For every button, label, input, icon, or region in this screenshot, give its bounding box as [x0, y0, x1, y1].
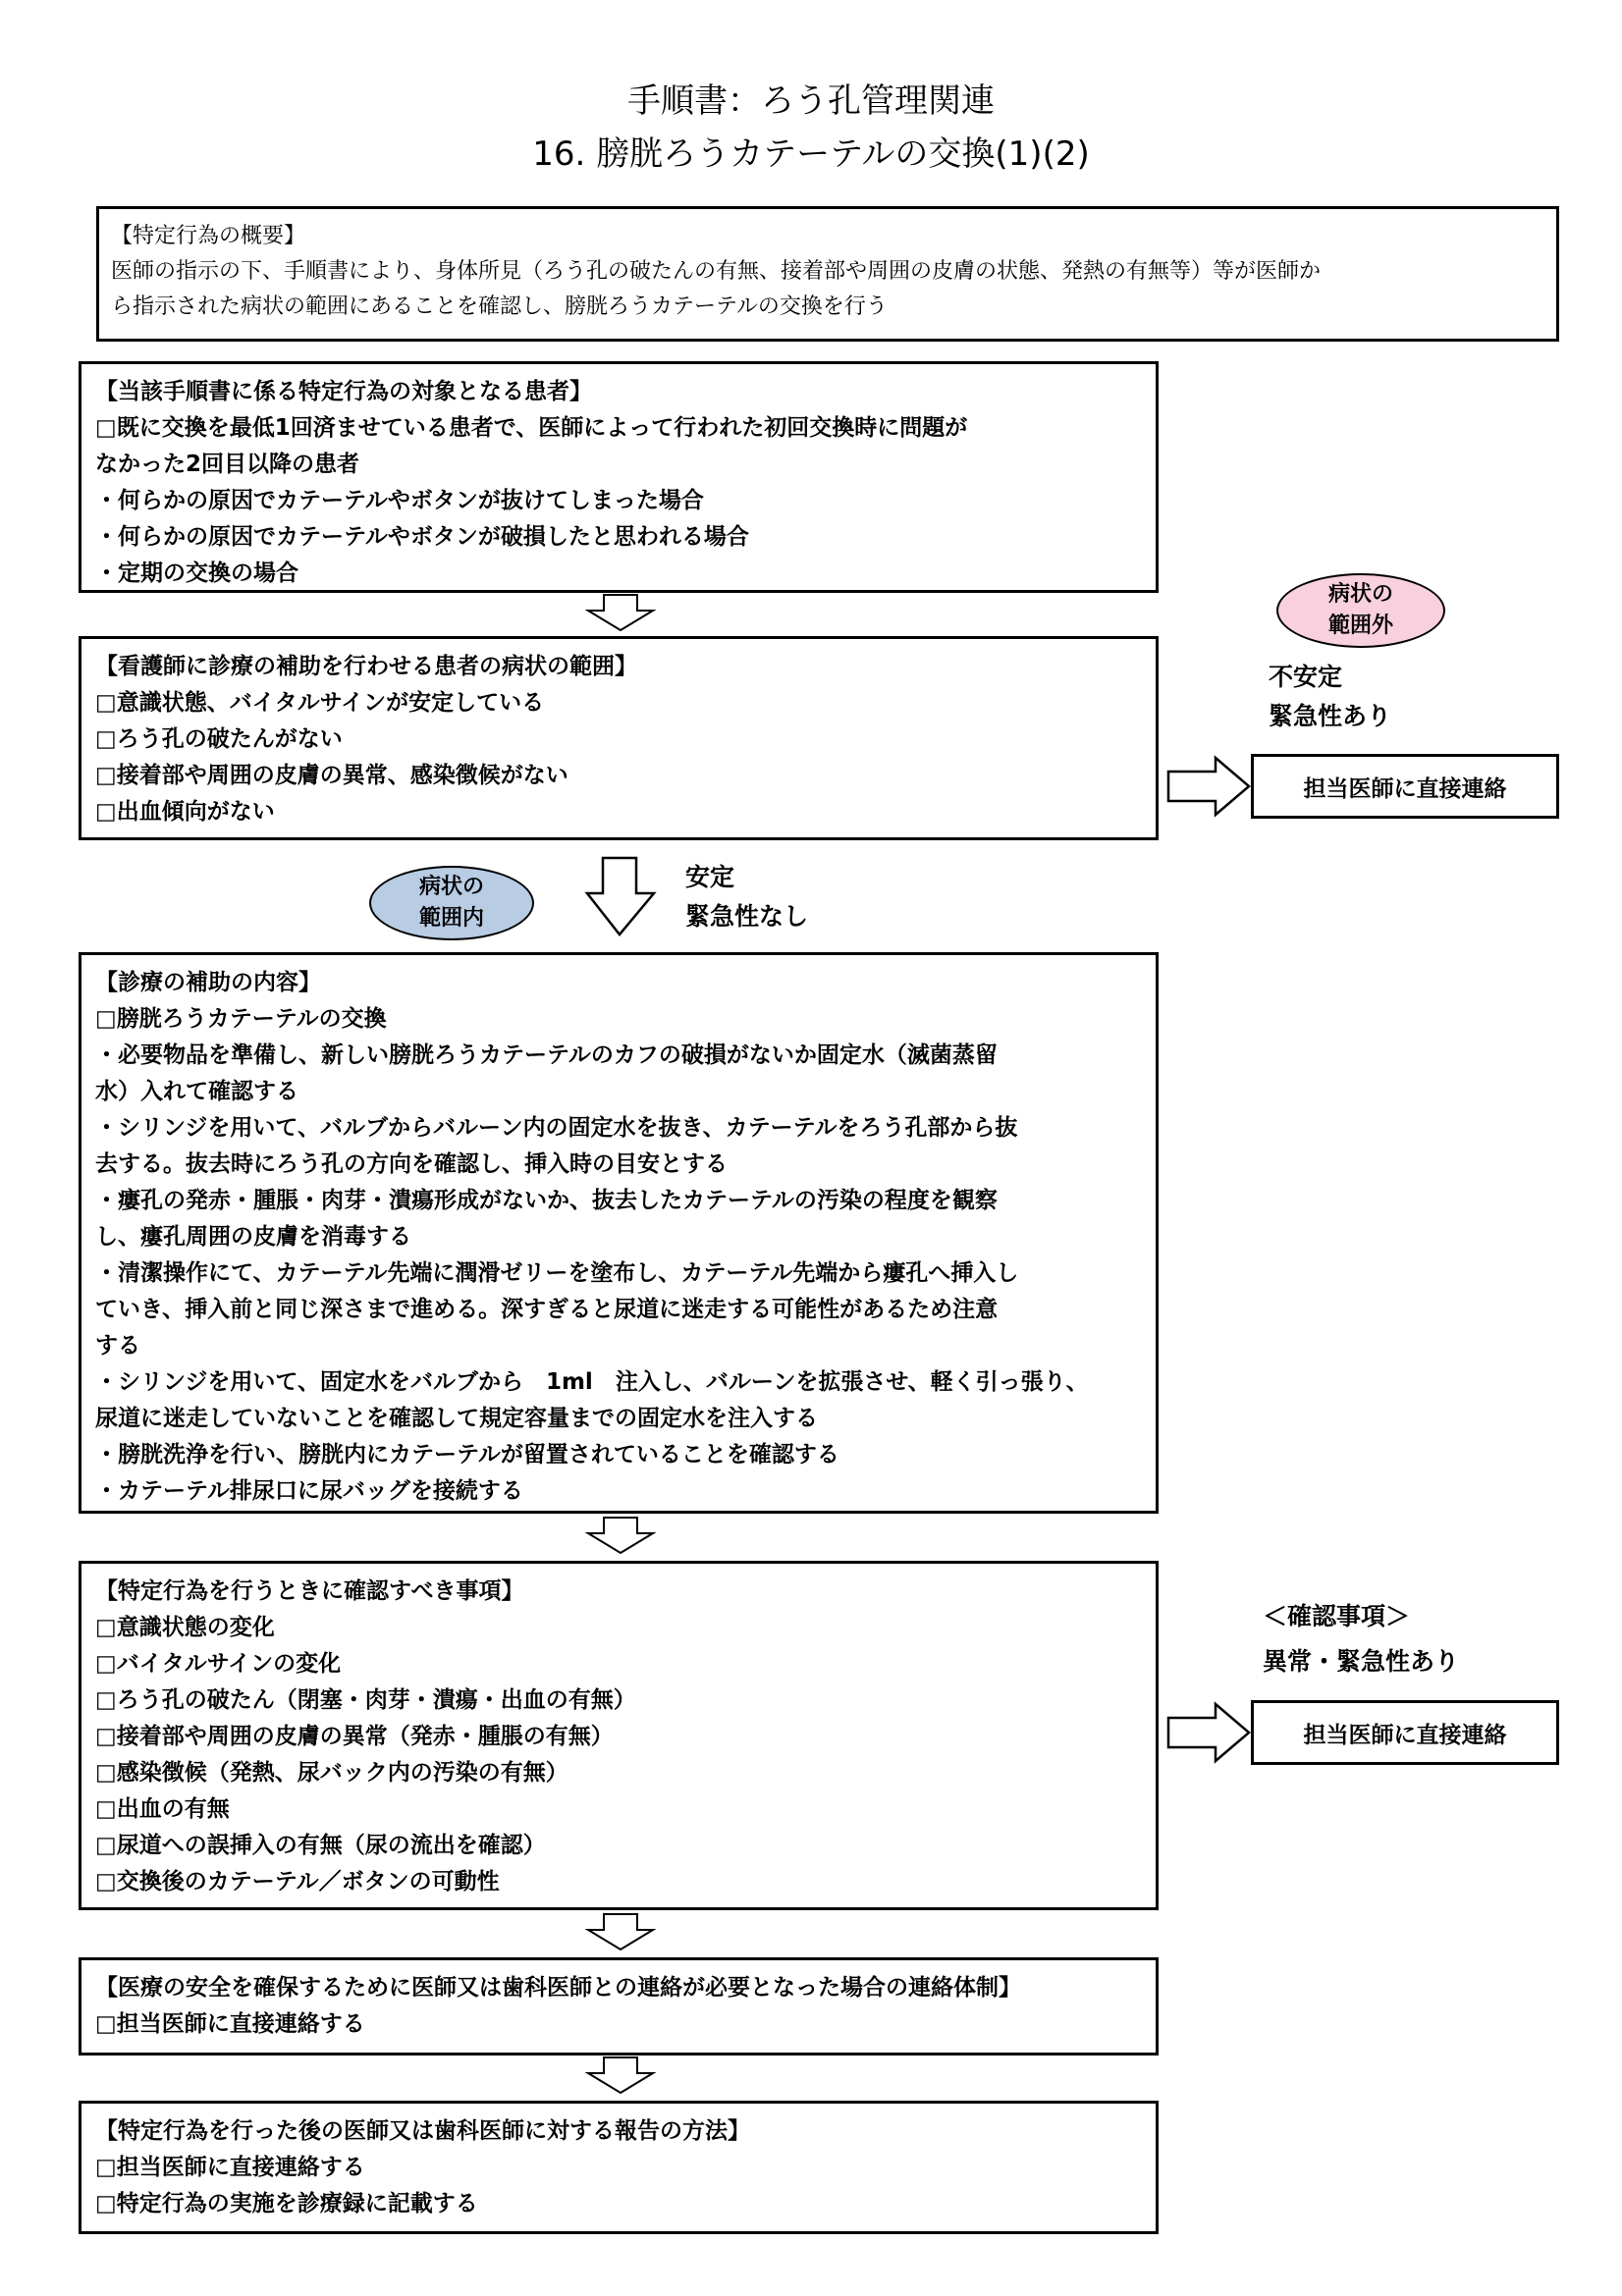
- outside-range-label-line: 緊急性あり: [1269, 702, 1392, 730]
- check-items-line: □接着部や周囲の皮膚の異常（発赤・腫脹の有無）: [95, 1724, 614, 1749]
- assist-content-line: 尿道に迷走していないことを確認して規定容量までの固定水を注入する: [95, 1406, 818, 1431]
- overview-line: ら指示された病状の範囲にあることを確認し、膀胱ろうカテーテルの交換を行う: [111, 294, 888, 319]
- check-items-line: □バイタルサインの変化: [95, 1651, 342, 1677]
- down-arrow-icon: [586, 595, 655, 632]
- outside-range-bubble-text: 病状の: [1327, 582, 1393, 607]
- target-patients-line: □既に交換を最低1回済ませている患者で、医師によって行われた初回交換時に問題が: [95, 415, 968, 441]
- condition-range-line: □出血傾向がない: [95, 799, 275, 825]
- assist-content-line: ・必要物品を準備し、新しい膀胱ろうカテーテルのカフの破損がないか固定水（滅菌蒸留: [95, 1042, 998, 1068]
- assist-content-line: ・シリンジを用いて、固定水をバルブから 1ml 注入し、バルーンを拡張させ、軽く引っ張り、: [95, 1369, 1089, 1395]
- assist-content-line: ・清潔操作にて、カテーテル先端に潤滑ゼリーを塗布し、カテーテル先端から瘻孔へ挿入し: [95, 1260, 1019, 1286]
- check-side-label: [1263, 1594, 1459, 1684]
- assist-content-line: ・膀胱洗浄を行い、膀胱内にカテーテルが留置されていることを確認する: [95, 1442, 839, 1468]
- check-side-label-line: ＜確認事項＞: [1263, 1602, 1411, 1630]
- right-arrow-icon: [1168, 1702, 1251, 1763]
- check-items-line: □尿道への誤挿入の有無（尿の流出を確認）: [95, 1833, 546, 1858]
- check-items-line: □交換後のカテーテル／ボタンの可動性: [95, 1869, 500, 1895]
- condition-range-line: □ろう孔の破たんがない: [95, 726, 343, 752]
- assist-content-line: ・瘻孔の発赤・腫脹・肉芽・潰瘍形成がないか、抜去したカテーテルの汚染の程度を観察: [95, 1188, 998, 1213]
- inside-range-bubble-text: 範囲内: [418, 906, 484, 931]
- check-items-line: □感染徴候（発熱、尿バック内の汚染の有無）: [95, 1760, 568, 1786]
- condition-range-line: □接着部や周囲の皮膚の異常、感染徴候がない: [95, 763, 568, 788]
- assist-content-line: する: [95, 1333, 140, 1359]
- assist-content-line: し、瘻孔周囲の皮膚を消毒する: [95, 1224, 411, 1250]
- assist-content-box: [79, 952, 1159, 1514]
- outside-range-bubble: [1276, 573, 1445, 648]
- outside-range-label: [1269, 658, 1391, 736]
- assist-content-line: ・カテーテル排尿口に尿バッグを接続する: [95, 1478, 523, 1504]
- condition-range-box: [79, 636, 1159, 840]
- title-line-2: 16. 膀胱ろうカテーテルの交換(1)(2): [532, 134, 1090, 174]
- down-arrow-icon: [586, 1914, 655, 1951]
- check-items-line: □意識状態の変化: [95, 1615, 275, 1640]
- report-box: [79, 2101, 1159, 2234]
- assist-content-line: □膀胱ろうカテーテルの交換: [95, 1006, 387, 1032]
- check-items-heading: 【特定行為を行うときに確認すべき事項】: [95, 1578, 524, 1604]
- condition-range-heading: 【看護師に診療の補助を行わせる患者の病状の範囲】: [95, 654, 637, 679]
- safety-contact-line: □担当医師に直接連絡する: [95, 2011, 365, 2037]
- target-patients-line: ・定期の交換の場合: [95, 561, 298, 586]
- check-items-line: □出血の有無: [95, 1796, 230, 1822]
- overview-line: 医師の指示の下、手順書により、身体所見（ろう孔の破たんの有無、接着部や周囲の皮膚の状態、発熱の有無等）等が医師か: [111, 259, 1322, 284]
- inside-range-label: [685, 858, 808, 936]
- check-items-box: [79, 1561, 1159, 1910]
- condition-range-line: □意識状態、バイタルサインが安定している: [95, 690, 545, 716]
- direct-contact-box: 担当医師に直接連絡: [1251, 1700, 1559, 1765]
- title-line-1: 手順書：ろう孔管理関連: [627, 81, 995, 121]
- assist-content-heading: 【診療の補助の内容】: [95, 970, 321, 995]
- check-side-label-line: 異常・緊急性あり: [1263, 1647, 1460, 1676]
- target-patients-line: なかった2回目以降の患者: [95, 452, 360, 477]
- safety-contact-heading: 【医療の安全を確保するために医師又は歯科医師との連絡が必要となった場合の連絡体制】: [95, 1975, 1021, 2001]
- report-line: □特定行為の実施を診療録に記載する: [95, 2191, 478, 2216]
- inside-range-bubble: [369, 866, 534, 940]
- safety-contact-box: [79, 1957, 1159, 2056]
- target-patients-box: [79, 361, 1159, 593]
- assist-content-line: 水）入れて確認する: [95, 1079, 298, 1104]
- target-patients-heading: 【当該手順書に係る特定行為の対象となる患者】: [95, 379, 592, 404]
- inside-range-label-line: 緊急性なし: [685, 902, 809, 931]
- assist-content-line: ていき、挿入前と同じ深さまで進める。深すぎると尿道に迷走する可能性があるため注意: [95, 1297, 999, 1322]
- inside-range-label-line: 安定: [685, 863, 735, 891]
- inside-range-bubble-text: 病状の: [418, 875, 484, 899]
- outside-range-label-line: 不安定: [1269, 663, 1343, 691]
- right-arrow-icon: [1168, 756, 1251, 817]
- target-patients-line: ・何らかの原因でカテーテルやボタンが破損したと思われる場合: [95, 524, 749, 550]
- down-arrow-icon: [586, 1518, 655, 1555]
- direct-contact-box: 担当医師に直接連絡: [1251, 754, 1559, 819]
- assist-content-line: 去する。抜去時にろう孔の方向を確認し、挿入時の目安とする: [95, 1151, 728, 1177]
- check-items-line: □ろう孔の破たん（閉塞・肉芽・潰瘍・出血の有無）: [95, 1687, 636, 1713]
- report-heading: 【特定行為を行った後の医師又は歯科医師に対する報告の方法】: [95, 2118, 750, 2144]
- down-arrow-icon: [585, 858, 656, 936]
- assist-content-line: ・シリンジを用いて、バルブからバルーン内の固定水を抜き、カテーテルをろう孔部から抜: [95, 1115, 1018, 1141]
- overview-box: [96, 206, 1559, 342]
- outside-range-bubble-text: 範囲外: [1327, 614, 1393, 638]
- target-patients-line: ・何らかの原因でカテーテルやボタンが抜けてしまった場合: [95, 488, 704, 513]
- down-arrow-icon: [586, 2057, 655, 2095]
- report-line: □担当医師に直接連絡する: [95, 2155, 365, 2180]
- overview-heading: 【特定行為の概要】: [111, 224, 306, 248]
